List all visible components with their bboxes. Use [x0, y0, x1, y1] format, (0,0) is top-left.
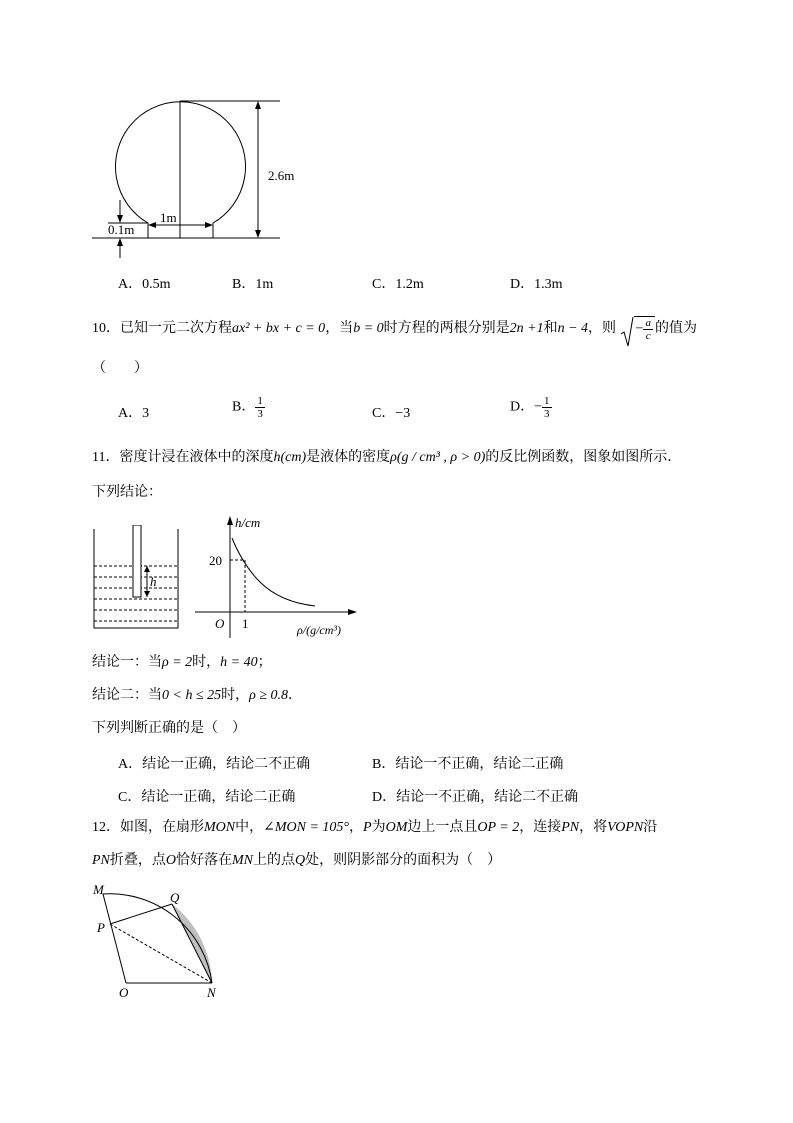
height-label: 2.6m [268, 168, 295, 183]
q11-conclusion-1: 结论一：当ρ = 2时，h = 40； [92, 655, 272, 670]
q10-option-a[interactable]: A．3 [118, 406, 150, 421]
q11-conclusion-2: 结论二：当0 < h ≤ 25时，ρ ≥ 0.8． [92, 688, 303, 703]
door-arch-figure [90, 95, 300, 260]
q11-stem: 11．密度计浸在液体中的深度h(cm)是液体的密度ρ(g / cm³ , ρ > 0)的反比例函数，图象如图所示． [92, 450, 682, 465]
q11-option-d[interactable]: D．结论一不正确，结论二不正确 [372, 790, 579, 805]
q9-option-b[interactable]: B．1m [232, 277, 274, 292]
q11-option-a[interactable]: A．结论一正确，结论二不正确 [118, 757, 311, 772]
gap-label: 0.1m [108, 222, 135, 237]
inverse-function-graph [195, 510, 365, 640]
hydrometer-depth-label: h [150, 574, 157, 589]
q9-option-c[interactable]: C．1.2m [372, 277, 424, 292]
x-tick-1: 1 [242, 616, 249, 631]
q9-option-a[interactable]: A．0.5m [118, 277, 171, 292]
sector-figure [88, 880, 238, 1000]
q9-option-d[interactable]: D．1.3m [510, 277, 563, 292]
origin-label: O [215, 616, 225, 631]
width-label: 1m [160, 210, 177, 225]
q11-line2: 下列结论： [92, 485, 162, 500]
hydrometer-figure [92, 525, 182, 630]
q10-stem: 10．已知一元二次方程ax² + bx + c = 0，当b = 0时方程的两根分别是2n +1和n − 4，则 − $\frac{a}{c}$ 的值为 [92, 316, 697, 342]
q10-paren: （ ） [92, 361, 148, 376]
point-p-label: P [97, 920, 105, 935]
q11-judge: 下列判断正确的是（ ） [92, 721, 246, 736]
q12-stem-line2: PN折叠，点O恰好落在MN上的点Q处，则阴影部分的面积为（ ） [92, 853, 502, 868]
q10-option-b[interactable]: B． $\frac{1}{3}$ [232, 395, 263, 420]
sqrt-expression: − $\frac{a}{c}$ [620, 316, 655, 342]
q10-option-d[interactable]: D．− $\frac{1}{3}$ [510, 395, 550, 420]
q11-option-c[interactable]: C．结论一正确，结论二正确 [118, 790, 296, 805]
q11-option-b[interactable]: B．结论一不正确，结论二正确 [372, 757, 564, 772]
y-tick-20: 20 [209, 553, 222, 568]
q10-option-c[interactable]: C．−3 [372, 406, 411, 421]
point-n-label: N [207, 985, 216, 1000]
point-q-label: Q [170, 890, 180, 905]
q12-stem-line1: 12．如图，在扇形MON中，∠MON = 105°，P为OM边上一点且OP = 2，连接PN，将VOPN沿 [92, 820, 658, 835]
y-axis-label: h/cm [235, 515, 261, 530]
x-axis-label: ρ/(g/cm³) [297, 623, 342, 637]
point-m-label: M [93, 882, 104, 897]
point-o-label: O [119, 985, 129, 1000]
